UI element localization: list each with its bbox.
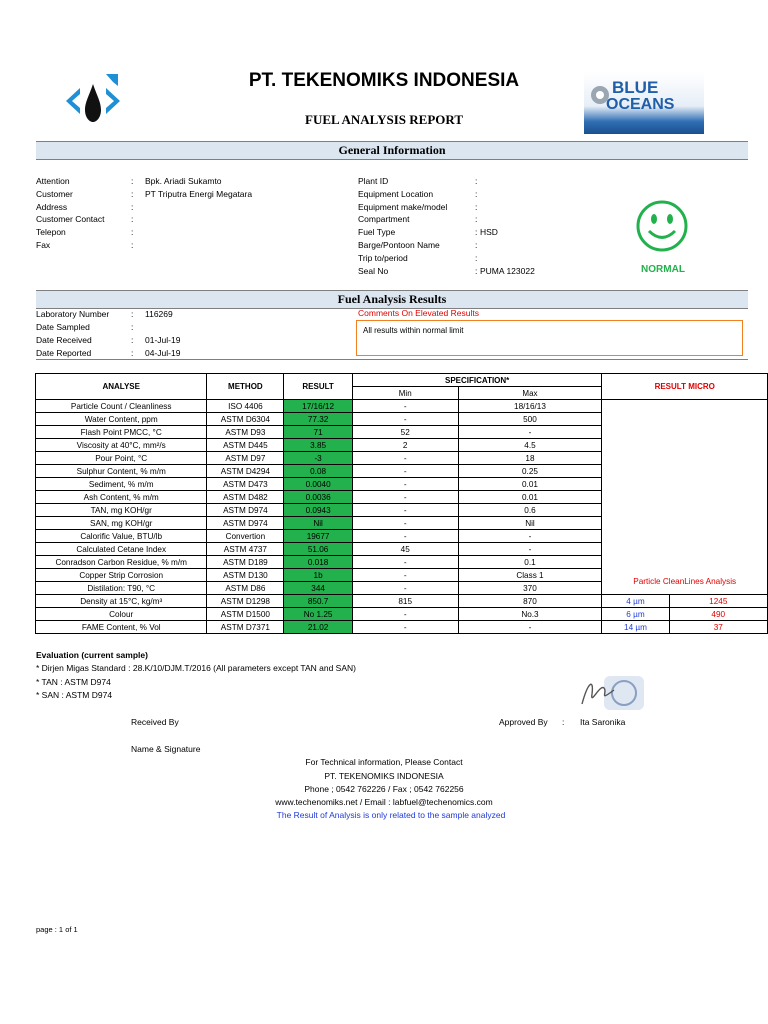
col-method: METHOD — [207, 374, 284, 400]
cell-analyse: Copper Strip Corrosion — [36, 569, 207, 582]
cell-result: No 1.25 — [284, 608, 353, 621]
cell-method: ASTM D482 — [207, 491, 284, 504]
info-label: Customer — [36, 188, 73, 199]
cell-max: Nil — [458, 517, 602, 530]
col-spec: SPECIFICATION* — [352, 374, 602, 387]
page-number: page : 1 of 1 — [36, 925, 78, 934]
cell-method: ASTM D473 — [207, 478, 284, 491]
col-min: Min — [352, 387, 458, 400]
lab-colon: : — [131, 348, 134, 358]
cell-method: ASTM D1298 — [207, 595, 284, 608]
micro-count: 490 — [669, 608, 767, 621]
micro-size: 4 µm — [602, 595, 669, 608]
info-value: HSD — [480, 227, 498, 238]
cell-method: ISO 4406 — [207, 400, 284, 413]
cell-min: - — [352, 478, 458, 491]
info-value: PT Triputra Energi Megatara — [145, 188, 253, 199]
cell-max: - — [458, 621, 602, 634]
evaluation-line: * SAN : ASTM D974 — [36, 690, 113, 700]
cell-min: 815 — [352, 595, 458, 608]
micro-blank — [602, 400, 768, 569]
col-micro: RESULT MICRO — [602, 374, 768, 400]
cell-max: 370 — [458, 582, 602, 595]
brand-line1: BLUE — [612, 78, 659, 97]
cell-method: ASTM D7371 — [207, 621, 284, 634]
approved-by-colon: : — [562, 717, 565, 727]
cell-analyse: Sediment, % m/m — [36, 478, 207, 491]
cell-max: 0.6 — [458, 504, 602, 517]
info-label: Compartment — [358, 214, 410, 225]
info-label: Trip to/period — [358, 252, 408, 263]
cell-max: 0.01 — [458, 491, 602, 504]
col-max: Max — [458, 387, 602, 400]
cell-analyse: Water Content, ppm — [36, 413, 207, 426]
cell-max: - — [458, 530, 602, 543]
cell-result: 19677 — [284, 530, 353, 543]
info-label: Fax — [36, 240, 51, 250]
cell-result: 17/16/12 — [284, 400, 353, 413]
lab-value: 01-Jul-19 — [145, 335, 181, 345]
status-label: NORMAL — [641, 264, 685, 275]
contact-line: For Technical information, Please Contact — [305, 757, 463, 767]
info-label: Equipment Location — [358, 188, 434, 199]
col-analyse: ANALYSE — [36, 374, 207, 400]
cell-result: 0.018 — [284, 556, 353, 569]
info-colon: : — [475, 252, 478, 263]
cell-result: 51.06 — [284, 543, 353, 556]
cell-max: Class 1 — [458, 569, 602, 582]
info-colon: : — [475, 265, 478, 276]
info-colon: : — [475, 188, 478, 199]
micro-count: 1245 — [669, 595, 767, 608]
lab-value: 04-Jul-19 — [145, 348, 181, 358]
info-label: Customer Contact — [36, 214, 105, 225]
cell-result: 3.85 — [284, 439, 353, 452]
info-colon: : — [131, 188, 134, 199]
cell-method: ASTM D1500 — [207, 608, 284, 621]
lab-colon: : — [131, 335, 134, 345]
cell-max: 4.5 — [458, 439, 602, 452]
info-value: Bpk. Ariadi Sukamto — [145, 176, 222, 186]
table-row — [36, 608, 768, 621]
cell-result: 77.32 — [284, 413, 353, 426]
company-title: PT. TEKENOMIKS INDONESIA — [248, 70, 520, 91]
lab-colon: : — [131, 309, 134, 319]
cell-min: - — [352, 465, 458, 478]
cell-analyse: Sulphur Content, % m/m — [36, 465, 207, 478]
cell-analyse: Flash Point PMCC, °C — [36, 426, 207, 439]
cell-min: - — [352, 517, 458, 530]
cell-max: 500 — [458, 413, 602, 426]
cell-max: 0.1 — [458, 556, 602, 569]
cell-min: 52 — [352, 426, 458, 439]
cell-analyse: TAN, mg KOH/gr — [36, 504, 207, 517]
cell-analyse: Calorific Value, BTU/lb — [36, 530, 207, 543]
micro-size: 6 µm — [602, 608, 669, 621]
info-colon: : — [475, 176, 478, 186]
info-colon: : — [475, 227, 478, 238]
cell-min: - — [352, 608, 458, 621]
info-colon: : — [131, 176, 134, 186]
cell-result: 71 — [284, 426, 353, 439]
cell-min: - — [352, 621, 458, 634]
cell-method: ASTM D93 — [207, 426, 284, 439]
info-colon: : — [475, 201, 478, 212]
table-row — [36, 595, 768, 608]
info-colon: : — [475, 240, 478, 250]
cell-max: 870 — [458, 595, 602, 608]
cell-method: ASTM D974 — [207, 504, 284, 517]
info-colon: : — [131, 227, 134, 238]
cell-analyse: SAN, mg KOH/gr — [36, 517, 207, 530]
cell-min: - — [352, 504, 458, 517]
cell-method: ASTM D130 — [207, 569, 284, 582]
cell-analyse: FAME Content, % Vol — [36, 621, 207, 634]
cell-method: ASTM D974 — [207, 517, 284, 530]
cell-analyse: Conradson Carbon Residue, % m/m — [36, 556, 207, 569]
cell-max: 0.01 — [458, 478, 602, 491]
info-colon: : — [131, 201, 134, 212]
cell-min: - — [352, 556, 458, 569]
disclaimer: The Result of Analysis is only related to the sample analyzed — [276, 810, 506, 820]
comments-box — [356, 320, 743, 356]
received-by-label: Received By — [131, 717, 179, 727]
cell-method: ASTM D445 — [207, 439, 284, 452]
contact-web[interactable]: www.techenomiks.net / Email : labfuel@techenomics.com — [275, 797, 493, 807]
info-label: Plant ID — [358, 176, 389, 186]
fuel-results-header: Fuel Analysis Results — [36, 290, 748, 309]
info-label: Attention — [36, 176, 70, 186]
lab-label: Laboratory Number — [36, 309, 110, 319]
signature-stamp — [574, 674, 646, 712]
info-colon: : — [131, 214, 134, 225]
cell-method: Convertion — [207, 530, 284, 543]
cell-result: -3 — [284, 452, 353, 465]
lab-label: Date Received — [36, 335, 92, 345]
contact-phone: Phone ; 0542 762226 / Fax ; 0542 762256 — [304, 784, 464, 794]
cell-result: 0.08 — [284, 465, 353, 478]
info-label: Equipment make/model — [358, 201, 448, 212]
cell-analyse: Pour Point, °C — [36, 452, 207, 465]
micro-size: 14 µm — [602, 621, 669, 634]
lab-label: Date Sampled — [36, 322, 90, 332]
micro-count: 37 — [669, 621, 767, 634]
evaluation-title: Evaluation (current sample) — [36, 650, 148, 660]
cell-min: - — [352, 452, 458, 465]
cell-method: ASTM D189 — [207, 556, 284, 569]
results-table — [35, 373, 768, 634]
comments-text: All results within normal limit — [363, 326, 464, 335]
name-signature-label: Name & Signature — [131, 744, 201, 754]
cell-analyse: Ash Content, % m/m — [36, 491, 207, 504]
cell-max: - — [458, 426, 602, 439]
table-row — [36, 400, 768, 413]
cell-result: 21.02 — [284, 621, 353, 634]
cell-min: - — [352, 491, 458, 504]
cell-method: ASTM 4737 — [207, 543, 284, 556]
cell-method: ASTM D86 — [207, 582, 284, 595]
smiley-icon — [636, 200, 688, 252]
general-info-header: General Information — [36, 141, 748, 160]
cell-max: 18 — [458, 452, 602, 465]
cell-min: - — [352, 400, 458, 413]
info-colon: : — [131, 240, 134, 250]
table-row — [36, 621, 768, 634]
info-label: Seal No — [358, 265, 389, 276]
comments-title: Comments On Elevated Results — [358, 308, 479, 318]
cell-method: ASTM D6304 — [207, 413, 284, 426]
cell-analyse: Viscosity at 40°C, mm²/s — [36, 439, 207, 452]
evaluation-line: * TAN : ASTM D974 — [36, 677, 111, 687]
cell-method: ASTM D4294 — [207, 465, 284, 478]
cell-analyse: Particle Count / Cleanliness — [36, 400, 207, 413]
cell-max: No.3 — [458, 608, 602, 621]
evaluation-line: * Dirjen Migas Standard : 28.K/10/DJM.T/2016 (All parameters except TAN and SAN) — [36, 663, 356, 673]
col-result: RESULT — [284, 374, 353, 400]
cell-analyse: Colour — [36, 608, 207, 621]
cell-method: ASTM D97 — [207, 452, 284, 465]
info-label: Barge/Pontoon Name — [358, 240, 440, 250]
cell-min: - — [352, 569, 458, 582]
cell-min: - — [352, 582, 458, 595]
cell-min: 45 — [352, 543, 458, 556]
cell-max: - — [458, 543, 602, 556]
info-label: Address — [36, 201, 68, 212]
section-divider — [36, 359, 748, 360]
lab-label: Date Reported — [36, 348, 92, 358]
cell-min: - — [352, 530, 458, 543]
info-colon: : — [475, 214, 478, 225]
contact-company: PT. TEKENOMIKS INDONESIA — [324, 771, 444, 781]
cell-min: 2 — [352, 439, 458, 452]
approver-name: Ita Saronika — [580, 717, 626, 727]
approved-by-label: Approved By — [499, 717, 548, 727]
cell-result: 0.0036 — [284, 491, 353, 504]
lab-colon: : — [131, 322, 134, 332]
info-label: Fuel Type — [358, 227, 396, 238]
info-label: Telepon — [36, 227, 66, 238]
cell-result: 1b — [284, 569, 353, 582]
cell-max: 18/16/13 — [458, 400, 602, 413]
cell-analyse: Distilation: T90, °C — [36, 582, 207, 595]
cell-result: 344 — [284, 582, 353, 595]
brand-line2: OCEANS — [606, 96, 675, 113]
cell-result: 850.7 — [284, 595, 353, 608]
report-title: FUEL ANALYSIS REPORT — [305, 112, 463, 127]
cell-result: 0.0943 — [284, 504, 353, 517]
cell-result: Nil — [284, 517, 353, 530]
info-value: PUMA 123022 — [480, 265, 535, 276]
lab-value: 116269 — [145, 309, 173, 319]
cell-result: 0.0040 — [284, 478, 353, 491]
cell-analyse: Calculated Cetane Index — [36, 543, 207, 556]
cell-min: - — [352, 413, 458, 426]
micro-title: Particle CleanLines Analysis — [602, 569, 768, 595]
table-row — [36, 569, 768, 582]
cell-max: 0.25 — [458, 465, 602, 478]
cell-analyse: Density at 15°C, kg/m³ — [36, 595, 207, 608]
